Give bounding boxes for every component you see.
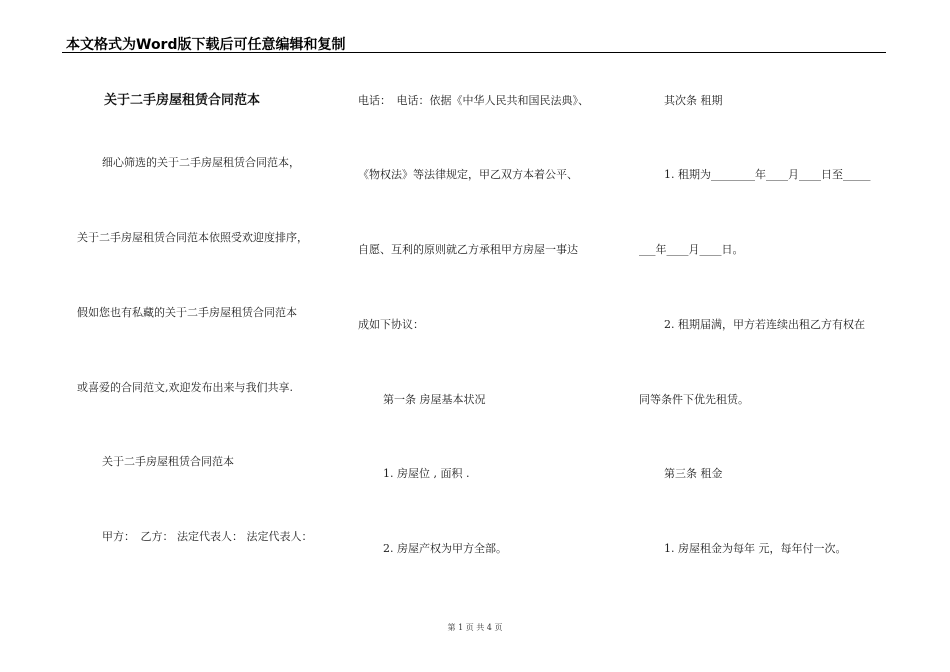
clause-line: 1. 房屋租金为每年 元，每年付一次。 — [664, 542, 847, 555]
article-heading: 第一条 房屋基本状况 — [383, 393, 486, 406]
clause-line: 2. 租期届满，甲方若连续出租乙方有权在 — [664, 318, 865, 331]
left-paragraph-line: 关于二手房屋租赁合同范本依照受欢迎度排序， — [77, 231, 308, 244]
clause-line: 2. 房屋产权为甲方全部。 — [383, 542, 507, 555]
clause-line: 1. 房屋位 , 面积 . — [383, 467, 470, 480]
document-banner: 本文格式为Word版下载后可任意编辑和复制 — [66, 37, 346, 53]
clause-line: 同等条件下优先租赁。 — [639, 393, 749, 406]
article-heading: 其次条 租期 — [664, 94, 723, 107]
left-paragraph-line: 细心筛选的关于二手房屋租赁合同范本， — [102, 156, 300, 169]
article-heading: 第三条 租金 — [664, 467, 723, 480]
middle-paragraph-line: 自愿、互利的原则就乙方承租甲方房屋一事达 — [358, 243, 578, 256]
section-heading: 关于二手房屋租赁合同范本 — [102, 455, 234, 468]
left-paragraph-line: 假如您也有私藏的关于二手房屋租赁合同范本 — [77, 306, 297, 319]
document-title: 关于二手房屋租赁合同范本 — [104, 93, 261, 108]
middle-paragraph-line: 成如下协议： — [358, 318, 424, 331]
left-paragraph-line: 或喜爱的合同范文,欢迎发布出来与我们共享. — [77, 381, 293, 394]
middle-paragraph-line: 电话： 电话：依据《中华人民共和国民法典》、 — [358, 94, 589, 107]
middle-paragraph-line: 《物权法》等法律规定，甲乙双方本着公平、 — [358, 168, 578, 181]
clause-line: ___年____月____日。 — [639, 243, 744, 256]
page-number: 第 1 页 共 4 页 — [447, 623, 503, 632]
party-line: 甲方： 乙方： 法定代表人： 法定代表人： — [102, 530, 313, 543]
header-divider — [62, 52, 886, 53]
clause-line: 1. 租期为________年____月____日至_____ — [664, 168, 871, 181]
